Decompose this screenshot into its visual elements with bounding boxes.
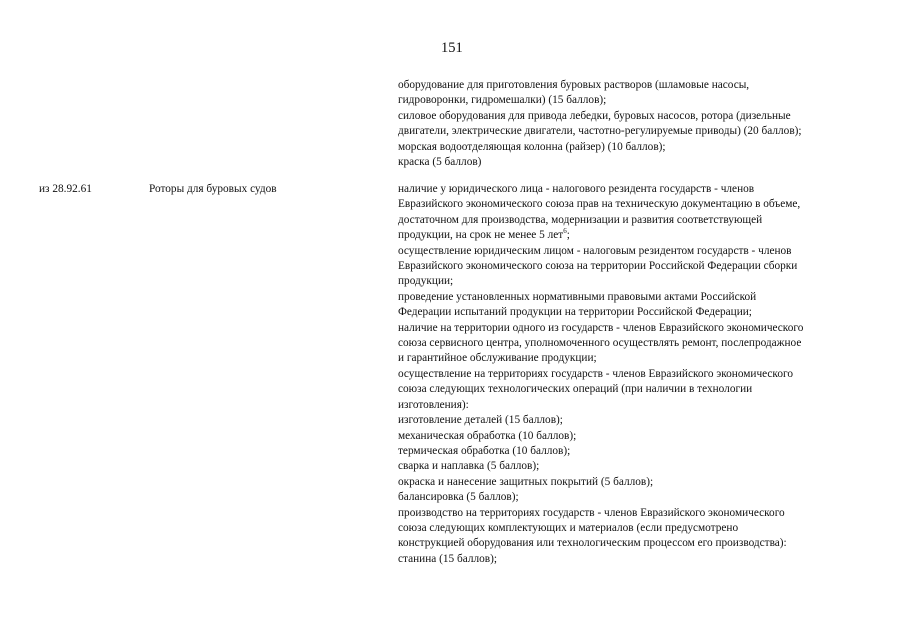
requirement-line: наличие у юридического лица - налогового резидента государств - членов bbox=[398, 183, 755, 195]
requirement-line: сварка и наплавка (5 баллов); bbox=[398, 460, 540, 473]
requirement-line: конструкцией оборудования или технологическим процессом его производства): bbox=[398, 537, 787, 550]
requirement-line: станина (15 баллов); bbox=[398, 552, 497, 565]
continuation-requirements bbox=[398, 78, 878, 170]
continuation-line: двигатели, электрические двигатели, частотно-регулируемые приводы) (20 баллов); bbox=[398, 125, 802, 138]
requirement-line: производство на территориях государств - членов Евразийского экономического bbox=[398, 506, 785, 519]
requirement-line: механическая обработка (10 баллов); bbox=[398, 429, 577, 442]
footnote-tail: ; bbox=[566, 229, 570, 242]
requirement-line: осуществление на территориях государств - членов Евразийского экономического bbox=[398, 367, 793, 380]
continuation-line: силовое оборудования для привода лебедки, буровых насосов, ротора (дизельные bbox=[398, 109, 791, 122]
requirement-line: окраска и нанесение защитных покрытий (5 баллов); bbox=[398, 475, 654, 488]
requirement-line: наличие на территории одного из государств - членов Евразийского экономического bbox=[398, 321, 804, 334]
continuation-line: гидроворонки, гидромешалки) (15 баллов); bbox=[398, 94, 607, 107]
requirement-line: союза следующих технологических операций (при наличии в технологии bbox=[398, 383, 753, 396]
requirement-line: Евразийского экономического союза прав на техническую документацию в объеме, bbox=[398, 198, 801, 211]
continuation-line: морская водоотделяющая колонна (райзер) (10 баллов); bbox=[398, 140, 666, 153]
requirement-line: термическая обработка (10 баллов); bbox=[398, 444, 571, 457]
footnote-mark[interactable]: 6 bbox=[563, 227, 567, 236]
product-code: из 28.92.61 bbox=[39, 183, 92, 195]
requirement-line: Федерации испытаний продукции на территории Российской Федерации; bbox=[398, 306, 752, 319]
requirement-line: достаточном для производства, модернизации и развития соответствующей bbox=[398, 213, 763, 226]
requirement-text: продукции, на срок не менее 5 лет bbox=[398, 229, 564, 242]
requirement-line: и гарантийное обслуживание продукции; bbox=[398, 352, 597, 365]
requirement-line: изготовление деталей (15 баллов); bbox=[398, 414, 563, 427]
page-number: 151 bbox=[441, 40, 463, 56]
requirement-line: балансировка (5 баллов); bbox=[398, 491, 519, 504]
requirement-line: союза сервисного центра, уполномоченного осуществлять ремонт, послепродажное bbox=[398, 337, 802, 350]
requirement-line: союза следующих комплектующих и материалов (если предусмотрено bbox=[398, 521, 739, 534]
requirement-line: изготовления): bbox=[398, 398, 469, 411]
product-name: Роторы для буровых судов bbox=[149, 183, 277, 195]
continuation-line: краска (5 баллов) bbox=[398, 156, 482, 169]
requirement-line: осуществление юридическим лицом - налоговым резидентом государств - членов bbox=[398, 244, 792, 257]
requirement-line: продукции; bbox=[398, 275, 454, 288]
requirement-line-with-footnote bbox=[398, 228, 878, 243]
continuation-line: оборудование для приготовления буровых растворов (шламовые насосы, bbox=[398, 79, 750, 91]
requirement-line: Евразийского экономического союза на территории Российской Федерации сборки bbox=[398, 260, 798, 273]
requirements-list bbox=[398, 182, 878, 567]
requirement-line: проведение установленных нормативными правовыми актами Российской bbox=[398, 290, 757, 303]
